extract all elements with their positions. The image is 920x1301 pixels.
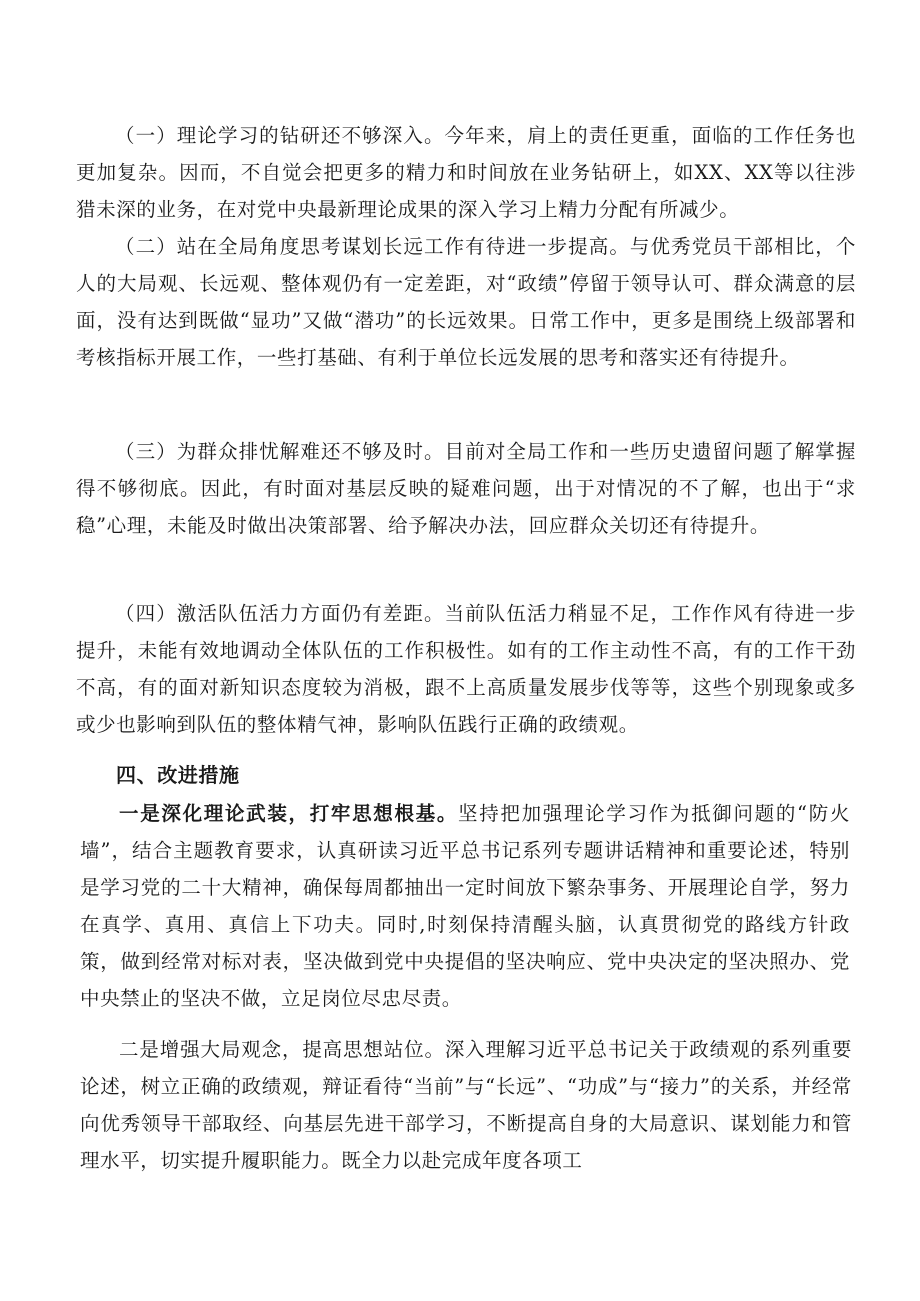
paragraph-2: （二）站在全局角度思考谋划长远工作有待进一步提高。与优秀党员干部相比，个人的大局观、长远观、整体观仍有一定差距，对“政绩”停留于领导认可、群众满意的层面，没有达到既做“显功”又做“潜功”的长远效果。日常工作中，更多是围绕上级部署和考核指标开展工作，一些打基础、有利于单位长远发展的思考和落实还有待提升。	[76, 235, 856, 369]
paragraph-3: （三）为群众排忧解难还不够及时。目前对全局工作和一些历史遗留问题了解掌握得不够彻底。因此，有时面对基层反映的疑难问题，出于对情况的不了解，也出于“求稳”心理，未能及时做出决策部署、给予解决办法，回应群众关切还有待提升。	[76, 440, 856, 537]
section-heading: 四、改进措施	[116, 763, 240, 787]
measure-1-text: 坚持把加强理论学习作为抵御问题的“防火墙”，结合主题教育要求，认真研读习近平总书记系列专题讲话精神和重要论述，特别是学习党的二十大精神，确保每周都抽出一定时间放下繁杂事务、开展理论自学，努力在真学、真用、真信上下功夫。同时,时刻保持清醒头脑，认真贯彻党的路线方针政策，做到经常对标对表，坚决做到党中央提倡的坚决响应、党中央决定的坚决照办、党中央禁止的坚决不做，立足岗位尽忠尽责。	[80, 802, 850, 1010]
measure-2-text: 二是增强大局观念，提高思想站位。深入理解习近平总书记关于政绩观的系列重要论述，树立正确的政绩观，辩证看待“当前”与“长远”、“功成”与“接力”的关系，并经常向优秀领导干部取经、向基层先进干部学习，不断提高自身的大局意识、谋划能力和管理水平，切实提升履职能力。既全力以赴完成年度各项工	[80, 1038, 852, 1172]
measure-1	[80, 795, 850, 1017]
measure-2	[80, 1031, 852, 1179]
paragraph-1: （一）理论学习的钻研还不够深入。今年来，肩上的责任更重，面临的工作任务也更加复杂。因而，不自觉会把更多的精力和时间放在业务钻研上，如XX、XX等以往涉猎未深的业务，在对党中央最新理论成果的深入学习上精力分配有所减少。	[76, 124, 856, 221]
paragraph-4: （四）激活队伍活力方面仍有差距。当前队伍活力稍显不足，工作作风有待进一步提升，未能有效地调动全体队伍的工作积极性。如有的工作主动性不高，有的工作干劲不高，有的面对新知识态度较为消极，跟不上高质量发展步伐等等，这些个别现象或多或少也影响到队伍的整体精气神，影响队伍践行正确的政绩观。	[76, 602, 856, 736]
measure-1-lead: 一是深化理论武装，打牢思想根基。	[119, 802, 459, 825]
